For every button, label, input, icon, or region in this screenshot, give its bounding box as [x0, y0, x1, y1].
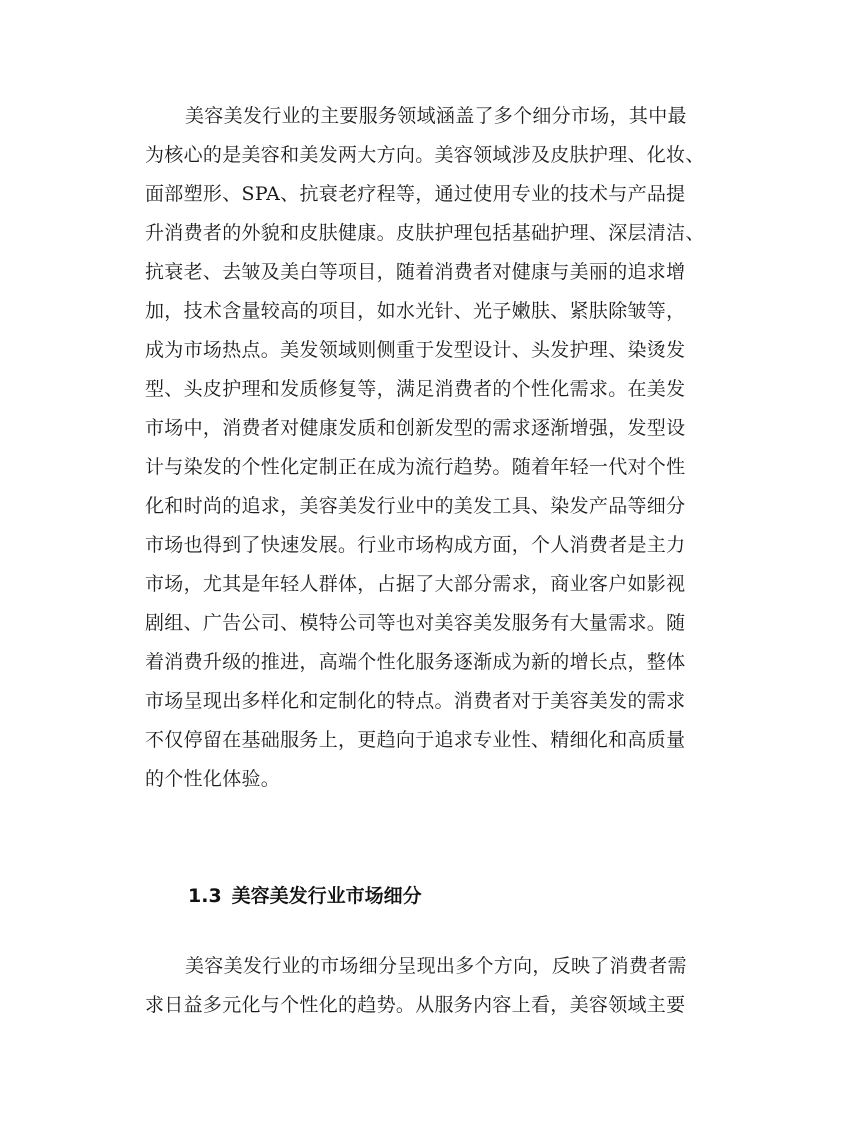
text-line: 市场呈现出多样化和定制化的特点。消费者对于美容美发的需求: [145, 690, 686, 712]
paragraph-beauty-services: [145, 97, 705, 799]
text-line: 美容美发行业的市场细分呈现出多个方向，反映了消费者需: [185, 955, 687, 977]
text-line: 加，技术含量较高的项目，如水光针、光子嫩肤、紧肤除皱等，: [145, 300, 686, 322]
text-line: 市场中，消费者对健康发质和创新发型的需求逐渐增强，发型设: [145, 417, 686, 439]
text-line: 化和时尚的追求，美容美发行业中的美发工具、染发产品等细分: [145, 495, 686, 517]
text-line: 市场也得到了快速发展。行业市场构成方面，个人消费者是主力: [145, 534, 686, 556]
text-line: 求日益多元化与个性化的趋势。从服务内容上看，美容领域主要: [145, 994, 686, 1016]
text-line: 市场，尤其是年轻人群体，占据了大部分需求，商业客户如影视: [145, 573, 686, 595]
text-line: 型、头皮护理和发质修复等，满足消费者的个性化需求。在美发: [145, 378, 686, 400]
text-line: 美容美发行业的主要服务领域涵盖了多个细分市场，其中最: [185, 105, 687, 127]
paragraph-market-segmentation: [145, 947, 705, 1025]
text-line: 剧组、广告公司、模特公司等也对美容美发服务有大量需求。随: [145, 612, 686, 634]
text-line: 升消费者的外貌和皮肤健康。皮肤护理包括基础护理、深层清洁、: [145, 222, 705, 244]
text-line: 成为市场热点。美发领域则侧重于发型设计、头发护理、染烫发: [145, 339, 686, 361]
text-line: 面部塑形、SPA、抗衰老疗程等，通过使用专业的技术与产品提: [145, 183, 686, 205]
text-line: 的个性化体验。: [145, 768, 281, 790]
text-line: 计与染发的个性化定制正在成为流行趋势。随着年轻一代对个性: [145, 456, 686, 478]
section-title: 美容美发行业市场细分: [231, 885, 422, 907]
text-line: 为核心的是美容和美发两大方向。美容领域涉及皮肤护理、化妆、: [145, 144, 705, 166]
section-heading: [188, 878, 422, 914]
section-number: 1.3: [188, 885, 222, 907]
text-line: 抗衰老、去皱及美白等项目，随着消费者对健康与美丽的追求增: [145, 261, 686, 283]
text-line: 着消费升级的推进，高端个性化服务逐渐成为新的增长点，整体: [145, 651, 686, 673]
text-line: 不仅停留在基础服务上，更趋向于追求专业性、精细化和高质量: [145, 729, 686, 751]
